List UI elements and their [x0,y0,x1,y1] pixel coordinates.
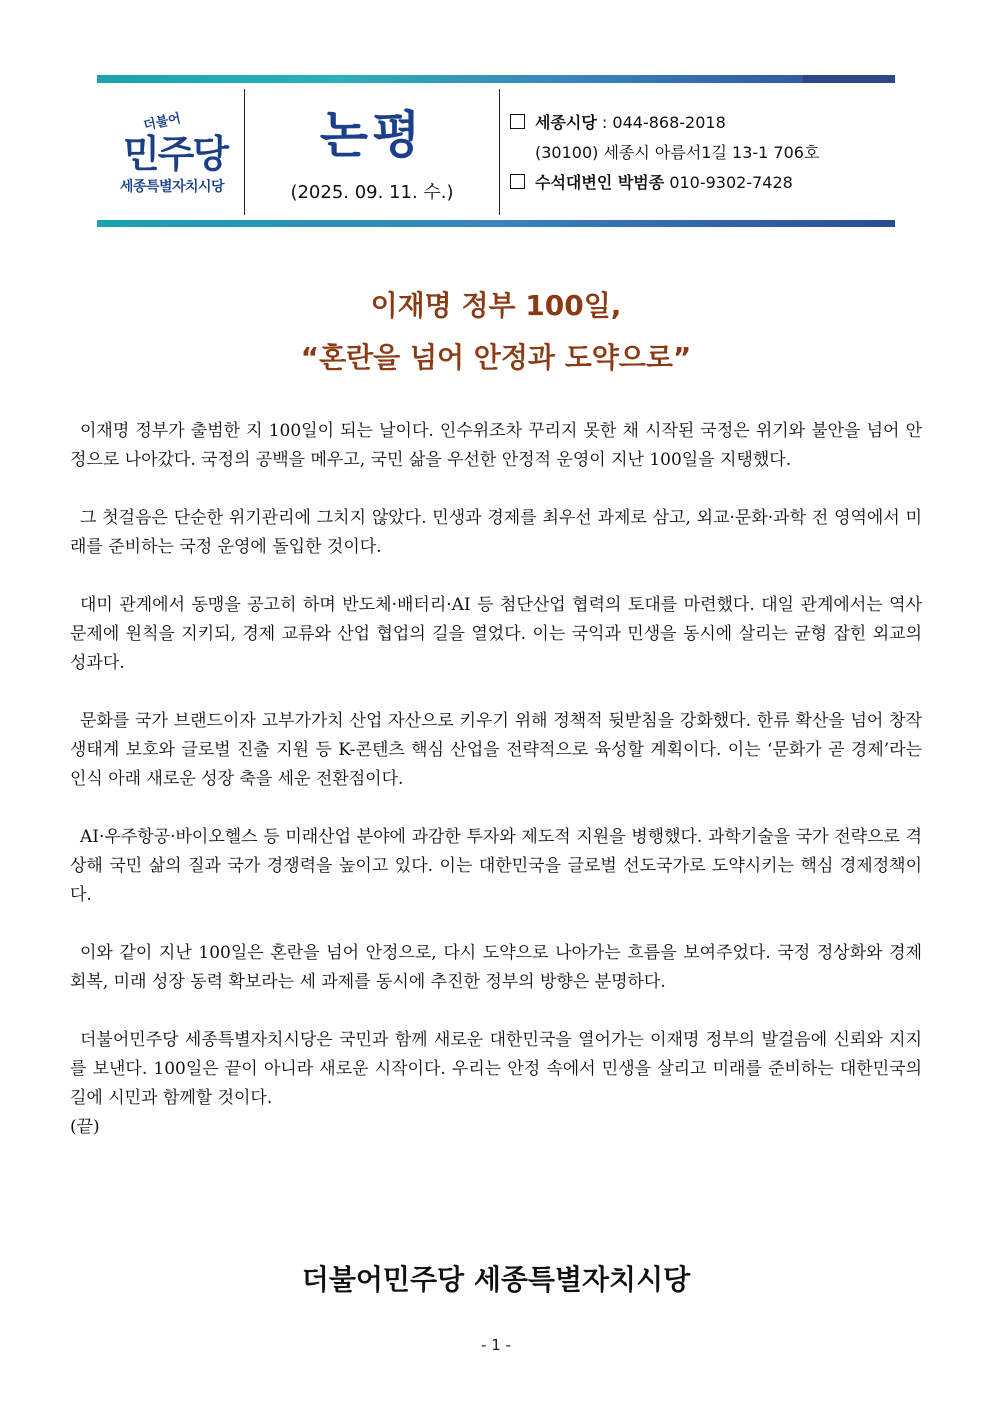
header-bottom-bar [97,220,895,227]
party-logo [97,83,244,220]
document-type-title: 논평 [319,106,425,164]
signature: 더불어민주당 세종특별자치시당 [301,1263,691,1296]
page-number: - 1 - [481,1336,511,1354]
office-phone: : 044-868-2018 [601,113,726,132]
checkbox-square-icon [510,174,525,189]
spokesperson-label: 수석대변인 박범종 [535,173,665,192]
body-paragraph: AI·우주항공·바이오헬스 등 미래산업 분야에 과감한 투자와 제도적 지원을 병행했다. 과학기술을 국가 전략으로 격상해 국민 삶의 질과 국가 경쟁력을 높이고 있다. 이는 대한민국을 글로벌 선도국가로 도약시키는 핵심 경제정책이다. [70,827,922,905]
body-paragraph: 문화를 국가 브랜드이자 고부가가치 산업 자산으로 키우기 위해 정책적 뒷받침을 강화했다. 한류 확산을 넘어 창작 생태계 보호와 글로벌 진출 지원 등 K-콘텐츠 핵심 산업을 전략적으로 육성할 계획이다. 이는 ‘문화가 곧 경제’라는 인식 아래 새로운 성장 축을 세운 전환점이다. [70,711,922,789]
headline-line-2: “혼란을 넘어 안정과 도약으로” [300,341,692,374]
header-top-bar-accent [803,75,895,83]
contact-spokesperson-row [510,168,895,198]
contact-address-row [510,138,895,168]
body-text [70,417,922,1142]
contact-info [510,108,895,198]
header-top-bar [97,75,895,83]
header-divider [499,89,500,215]
body-paragraph: 이와 같이 지난 100일은 혼란을 넘어 안정으로, 다시 도약으로 나아가는 흐름을 보여주었다. 국정 정상화와 경제 회복, 미래 성장 동력 확보라는 세 과제를 동시에 추진한 정부의 방향은 분명하다. [70,943,922,992]
body-paragraph: 그 첫걸음은 단순한 위기관리에 그치지 않았다. 민생과 경제를 최우선 과제로 삼고, 외교·문화·과학 전 영역에서 미래를 준비하는 국정 운영에 돌입한 것이다. [70,508,922,557]
body-paragraph: 이재명 정부가 출범한 지 100일이 되는 날이다. 인수위조차 꾸리지 못한 채 시작된 국정은 위기와 불안을 넘어 안정으로 나아갔다. 국정의 공백을 메우고, 국민 삶을 우선한 안정적 운영이 지난 100일을 지탱했다. [70,421,922,470]
document-date: (2025. 09. 11. 수.) [290,182,454,203]
headline-line-1: 이재명 정부 100일, [370,289,622,322]
spokesperson-phone: 010-9302-7428 [669,173,793,192]
checkbox-square-icon [510,114,525,129]
headline [0,280,992,384]
office-address: (30100) 세종시 아름서1길 13-1 706호 [535,143,820,162]
contact-office-row [510,108,895,138]
document-header [97,83,895,220]
title-box [245,83,499,220]
logo-sub-text: 세종특별자치시당 [119,179,225,195]
body-paragraph: 대미 관계에서 동맹을 공고히 하며 반도체·배터리·AI 등 첨단산업 협력의 토대를 마련했다. 대일 관계에서는 역사 문제에 원칙을 지키되, 경제 교류와 산업 협업의 길을 열었다. 이는 국익과 민생을 동시에 살리는 균형 잡힌 외교의 성과다. [70,595,922,673]
office-label: 세종시당 [535,113,597,132]
logo-main-text: 민주당 [122,132,228,176]
logo-small-text: 더불어 [142,111,183,134]
end-mark: (끝) [70,1117,100,1137]
body-paragraph: 더불어민주당 세종특별자치시당은 국민과 함께 새로운 대한민국을 열어가는 이재명 정부의 발걸음에 신뢰와 지지를 보낸다. 100일은 끝이 아니라 새로운 시작이다. 우리는 안정 속에서 민생을 살리고 미래를 준비하는 대한민국의 길에 시민과 함께할 것이다. [70,1030,922,1108]
